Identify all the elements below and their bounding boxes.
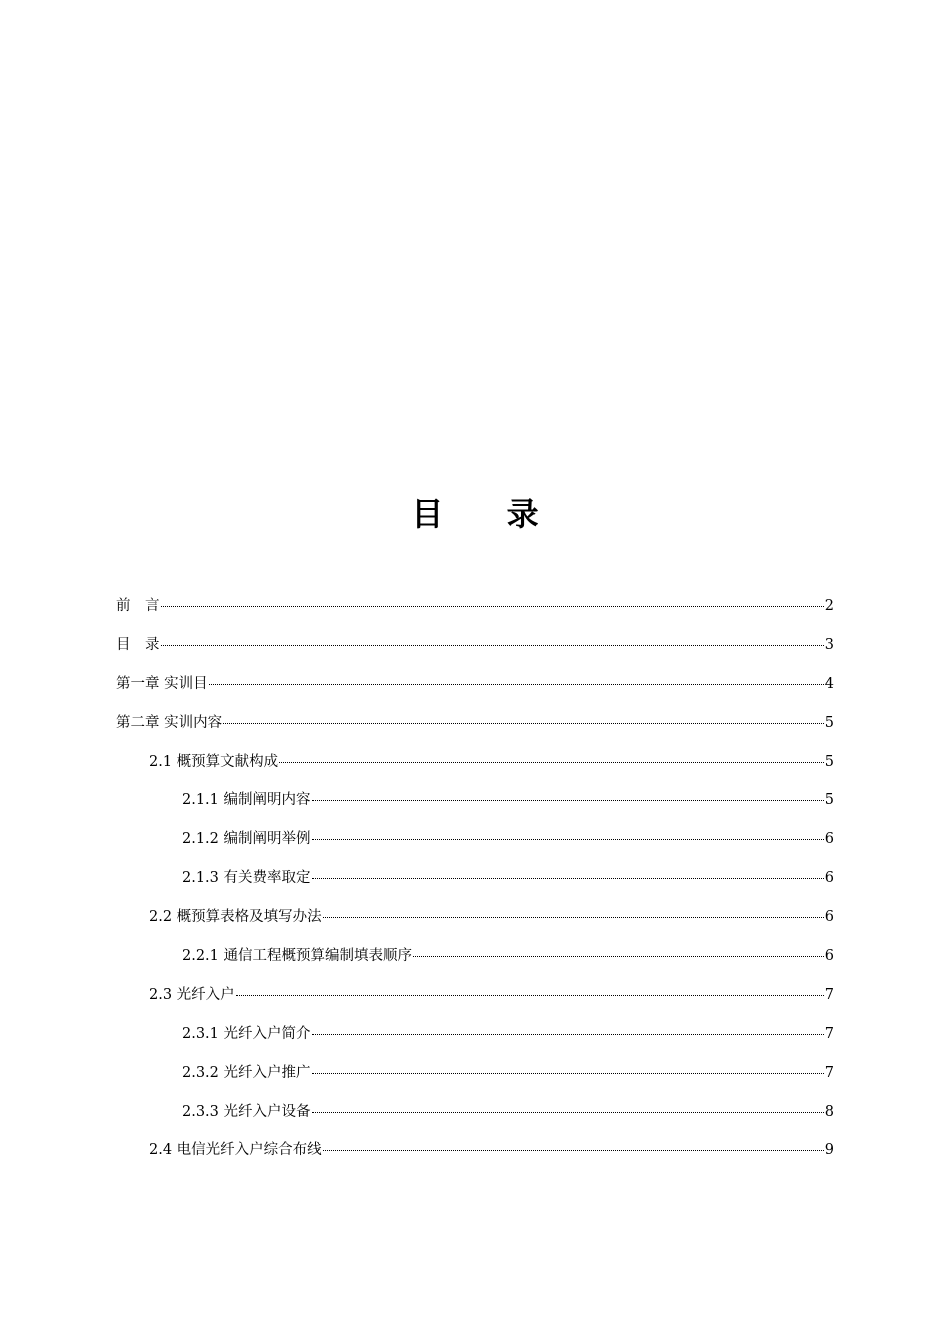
toc-entry-label: 2.1.2 编制阐明举例 [182, 831, 311, 848]
toc-entry-2-1-3[interactable] [116, 866, 834, 905]
toc-entry-label: 第二章 实训内容 [116, 714, 223, 731]
toc-entry-chapter-2[interactable] [116, 711, 834, 750]
toc-entry-page: 7 [824, 1025, 834, 1042]
toc-entry-page: 2 [824, 598, 834, 614]
toc-entry-page: 7 [824, 1064, 834, 1081]
toc-dot-leader [236, 995, 824, 996]
toc-dot-leader [161, 645, 824, 646]
toc-dot-leader [312, 800, 824, 801]
toc-entry-label: 2.1.3 有关费率取定 [182, 870, 311, 887]
toc-entry-chapter-1[interactable] [116, 672, 834, 711]
toc-dot-leader [312, 1034, 824, 1035]
toc-entry-label: 2.1.1 编制阐明内容 [182, 792, 311, 809]
toc-dot-leader [312, 1073, 824, 1074]
toc-entry-label: 2.4 电信光纤入户综合布线 [149, 1142, 322, 1159]
toc-entry-2-4[interactable] [116, 1138, 834, 1177]
toc-entry-label: 2.2 概预算表格及填写办法 [149, 909, 322, 926]
toc-entry-page: 5 [824, 753, 834, 770]
toc-entry-label: 第一章 实训目 [116, 675, 208, 692]
toc-dot-leader [279, 762, 824, 763]
toc-entry-page: 6 [824, 870, 834, 887]
toc-dot-leader [209, 684, 824, 685]
toc-entry-2-3-3[interactable] [116, 1100, 834, 1139]
toc-entry-page: 7 [824, 986, 834, 1003]
toc-entry-label: 2.3.3 光纤入户设备 [182, 1103, 311, 1120]
toc-entry-label: 2.3.2 光纤入户推广 [182, 1064, 311, 1081]
toc-entry-page: 9 [824, 1142, 834, 1159]
toc-dot-leader [312, 878, 824, 879]
toc-title: 目 录 [411, 495, 565, 533]
toc-entry-label: 2.3 光纤入户 [149, 986, 235, 1003]
toc-entry-2-2[interactable] [116, 905, 834, 944]
toc-dot-leader [413, 956, 824, 957]
toc-entry-2-1[interactable] [116, 750, 834, 789]
toc-entry-page: 6 [824, 831, 834, 848]
toc-entry-label: 前 言 [116, 598, 160, 614]
toc-dot-leader [223, 723, 824, 724]
toc-entry-page: 6 [824, 948, 834, 965]
toc-dot-leader [323, 1150, 824, 1151]
toc-entry-2-1-2[interactable] [116, 827, 834, 866]
toc-dot-leader [161, 606, 824, 607]
toc-entry-2-3[interactable] [116, 983, 834, 1022]
toc-entry-label: 2.2.1 通信工程概预算编制填表顺序 [182, 948, 413, 965]
toc-entry-preface[interactable] [116, 594, 834, 633]
toc-entry-contents[interactable] [116, 633, 834, 672]
toc-entry-page: 3 [824, 636, 834, 653]
toc-entry-2-1-1[interactable] [116, 788, 834, 827]
toc-entry-label: 目 录 [116, 636, 160, 653]
toc-dot-leader [312, 839, 824, 840]
toc-dot-leader [323, 917, 824, 918]
toc-entry-page: 6 [824, 909, 834, 926]
toc-entry-page: 8 [824, 1103, 834, 1120]
toc-entry-label: 2.3.1 光纤入户简介 [182, 1025, 311, 1042]
toc-entry-2-2-1[interactable] [116, 944, 834, 983]
toc-entry-2-3-1[interactable] [116, 1022, 834, 1061]
toc-entry-page: 5 [824, 792, 834, 809]
toc-entry-page: 4 [824, 675, 834, 692]
toc-entry-2-3-2[interactable] [116, 1061, 834, 1100]
toc-entry-page: 5 [824, 714, 834, 731]
toc-entry-label: 2.1 概预算文献构成 [149, 753, 279, 770]
table-of-contents [116, 594, 834, 1177]
toc-dot-leader [312, 1112, 824, 1113]
